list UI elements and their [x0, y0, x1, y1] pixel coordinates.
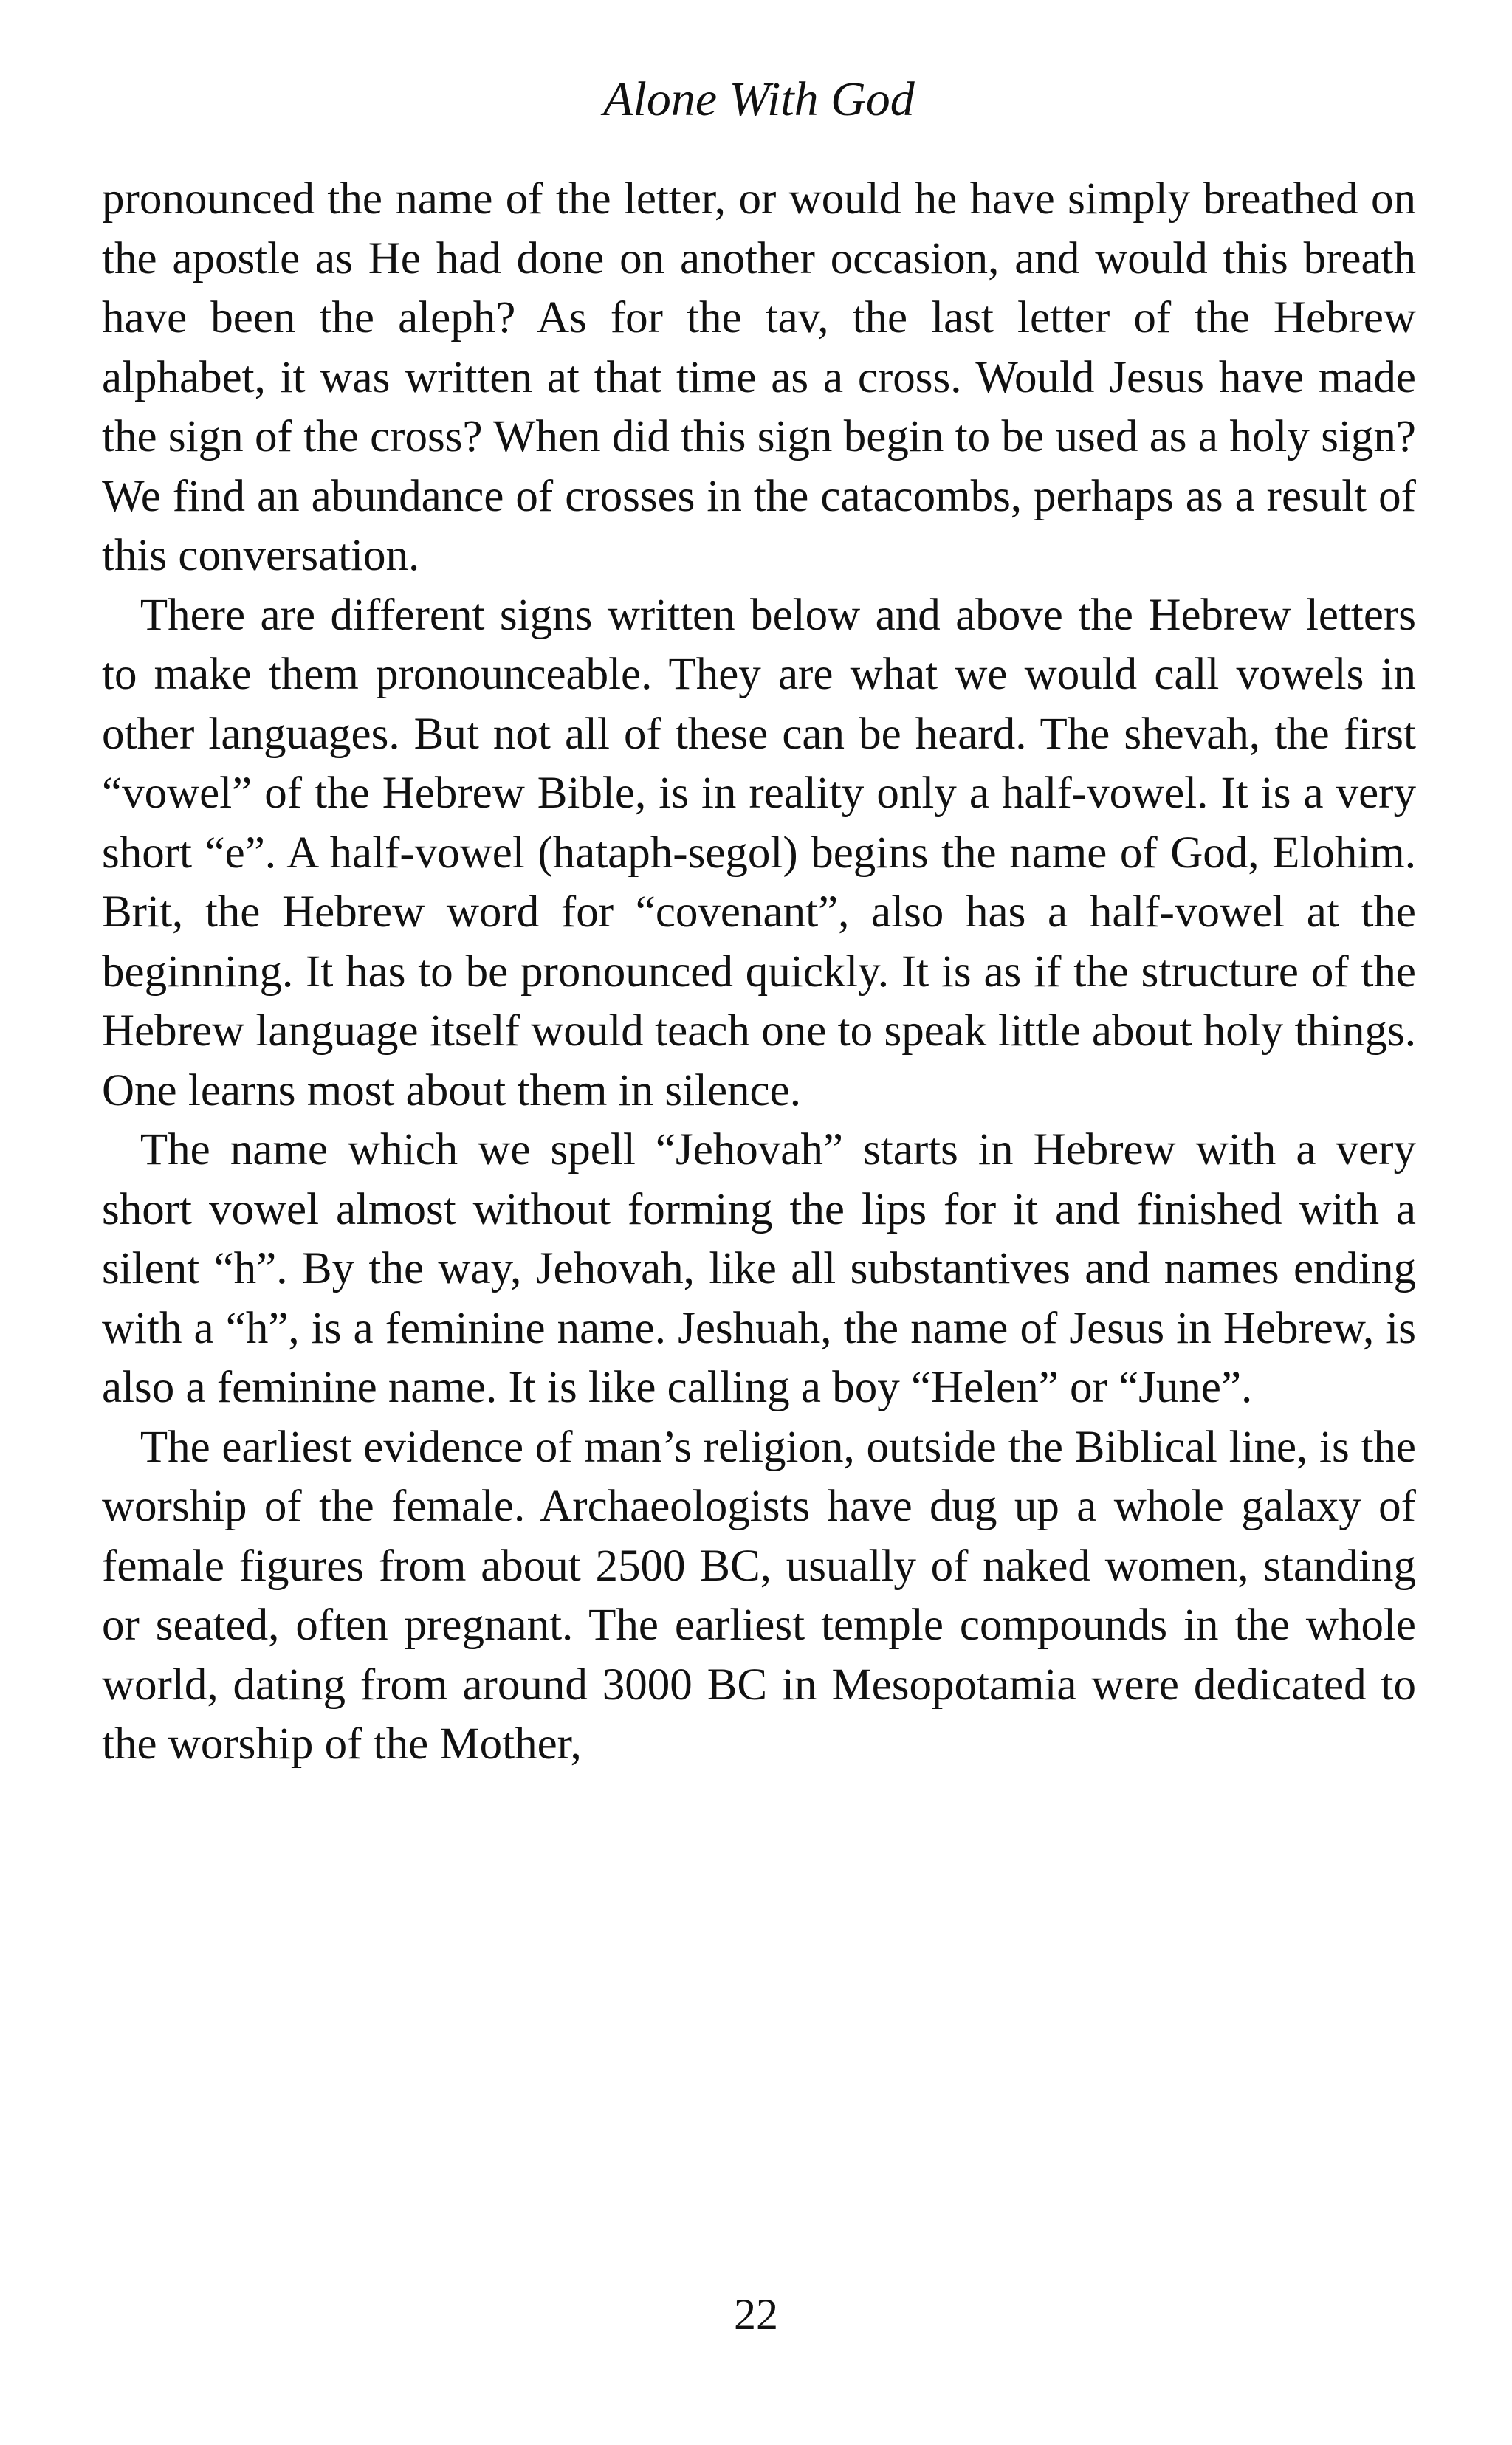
paragraph-2: There are different signs written below and above the Hebrew letters to make them pronounceable. They are what we would call vowels in other languages. But not all of these can be heard. The shevah, the first “vowel” of the Hebrew Bible, is in reality only a half-vowel. It is a very short “e”. A half-vowel (hataph-segol) begins the name of God, Elohim. Brit, the Hebrew word for “covenant”, also has a half-vowel at the beginning. It has to be pronounced quickly. It is as if the structure of the Hebrew language itself would teach one to speak little about holy things. One learns most about them in silence.	[102, 590, 1416, 1115]
running-title: Alone With God	[603, 72, 915, 126]
paragraph-1: pronounced the name of the letter, or would he have simply breathed on the apostle as He had done on another occasion, and would this breath have been the aleph? As for the tav, the last letter of the Hebrew alphabet, it was written at that time as a cross. Would Jesus have made the sign of the cross? When did this sign begin to be used as a holy sign? We find an abundance of crosses in the catacombs, perhaps as a result of this conversation.	[102, 174, 1416, 580]
paragraph-4: The earliest evidence of man’s religion, outside the Biblical line, is the worship of the female. Archaeologists have dug up a whole galaxy of female figures from about 2500 BC, usually of naked women, standing or seated, often pregnant. The earliest temple compounds in the whole world, dating from around 3000 BC in Mesopotamia were dedicated to the worship of the Mother,	[102, 1422, 1416, 1769]
paragraph-3: The name which we spell “Jehovah” starts in Hebrew with a very short vowel almost without forming the lips for it and finished with a silent “h”. By the way, Jehovah, like all substantives and names ending with a “h”, is a feminine name. Jeshuah, the name of Jesus in Hebrew, is also a feminine name. It is like calling a boy “Helen” or “June”.	[102, 1125, 1416, 1412]
body-text	[102, 170, 1416, 1775]
book-page	[102, 66, 1416, 1775]
page-number: 22	[734, 2290, 778, 2339]
